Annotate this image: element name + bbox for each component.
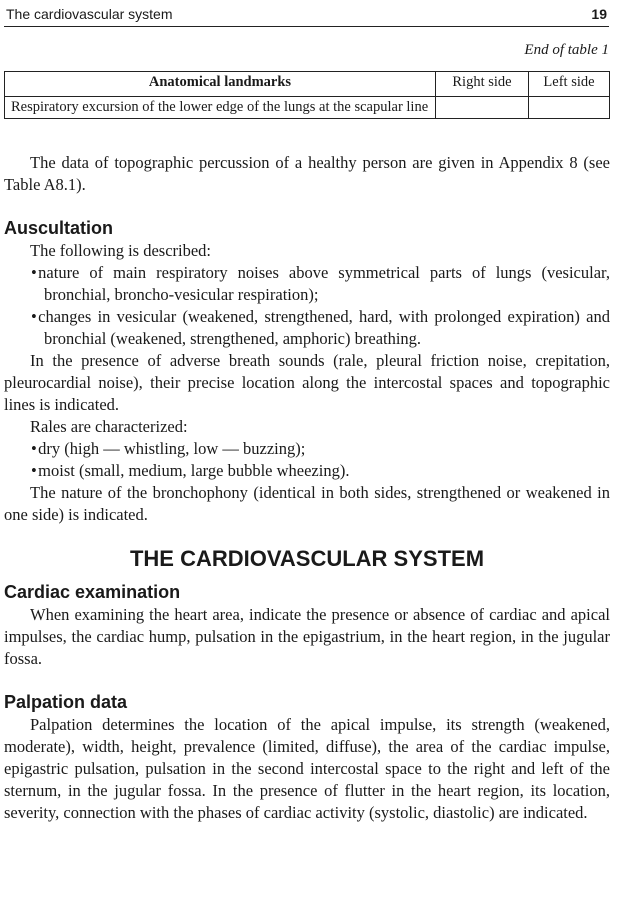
- table-cell: Respiratory excursion of the lower edge of the lungs at the scapular line: [5, 97, 436, 119]
- column-header-landmarks: Anatomical landmarks: [5, 72, 436, 97]
- auscultation-lead: The following is described:: [30, 241, 212, 260]
- body-text: [4, 152, 610, 824]
- table-header-row: [5, 72, 610, 97]
- list-item: • dry (high — whistling, low — buzzing);: [31, 439, 306, 458]
- list-item: • nature of main respiratory noises above symmetrical parts of lungs (vesicular, bronchial, broncho-vesicular respiration);: [31, 263, 610, 304]
- table-row: [5, 97, 610, 119]
- palpation-heading: Palpation data: [4, 692, 128, 712]
- cardiac-examination-heading: Cardiac examination: [4, 582, 181, 602]
- table-caption: End of table 1: [524, 42, 609, 58]
- column-header-left-side: Left side: [529, 72, 610, 97]
- rales-lead: Rales are characterized:: [30, 417, 188, 436]
- landmarks-table: [4, 71, 610, 119]
- list-item: • changes in vesicular (weakened, strengthened, hard, with prolonged expiration) and bronchial (weakened, strengthened, amphoric) breathing.: [31, 307, 610, 348]
- running-header-title: The cardiovascular system: [6, 6, 173, 22]
- cardiac-examination-paragraph: When examining the heart area, indicate the presence or absence of cardiac and apical impulses, the cardiac hump, pulsation in the epigastrium, in the heart region, in the jugular fossa.: [4, 605, 610, 668]
- column-header-right-side: Right side: [436, 72, 529, 97]
- intro-paragraph: The data of topographic percussion of a healthy person are given in Appendix 8 (see Table A8.1).: [4, 153, 610, 194]
- bronchophony-paragraph: The nature of the bronchophony (identical in both sides, strengthened or weakened in one side) is indicated.: [4, 483, 610, 524]
- list-item: • moist (small, medium, large bubble wheezing).: [31, 461, 350, 480]
- table-cell: [529, 97, 610, 119]
- palpation-paragraph: Palpation determines the location of the apical impulse, its strength (weakened, moderate), width, height, prevalence (limited, diffuse), the area of the cardiac impulse, epigastric pulsation, pulsation in the second intercostal space to the right and left of the sternum, in the jugular fossa. In the presence of flutter in the heart region, its location, severity, connection with the phases of cardiac activity (systolic, diastolic) are indicated.: [4, 715, 610, 822]
- section-title: THE CARDIOVASCULAR SYSTEM: [129, 546, 485, 571]
- table-cell: [436, 97, 529, 119]
- running-header: [4, 4, 609, 27]
- auscultation-heading: Auscultation: [4, 218, 114, 238]
- page-number: 19: [591, 6, 607, 22]
- adverse-sounds-paragraph: In the presence of adverse breath sounds (rale, pleural friction noise, crepitation, pleurocardial noise), their precise location along the intercostal spaces and topographic lines is indicated.: [4, 351, 610, 414]
